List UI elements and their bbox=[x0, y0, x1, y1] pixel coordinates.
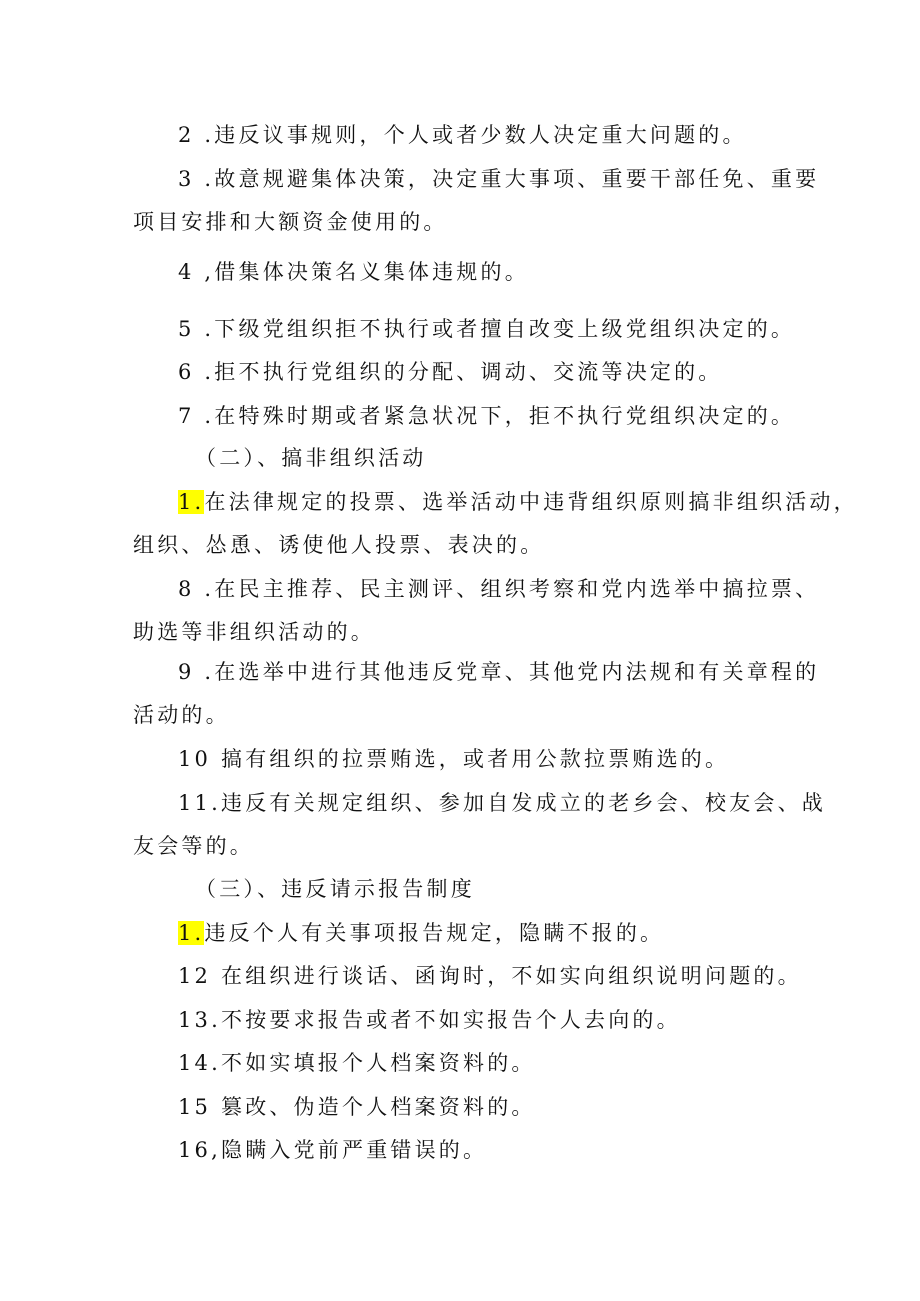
list-item-11: 11.违反有关规定组织、参加自发成立的老乡会、校友会、战 bbox=[178, 791, 826, 815]
section-heading-3: （三）、违反请示报告制度 bbox=[195, 877, 475, 901]
list-item-13: 13.不按要求报告或者不如实报告个人去向的。 bbox=[178, 1008, 681, 1032]
list-item-14: 14.不如实填报个人档案资料的。 bbox=[178, 1051, 536, 1075]
list-item-7: 7 .在特殊时期或者紧急状况下，拒不执行党组织决定的。 bbox=[178, 404, 796, 428]
list-item-9: 9 .在选举中进行其他违反党章、其他党内法规和有关章程的 bbox=[178, 660, 820, 684]
list-item-8-continued: 助选等非组织活动的。 bbox=[133, 620, 375, 644]
list-item-11-continued: 友会等的。 bbox=[133, 834, 254, 858]
list-item-text: 在法律规定的投票、选举活动中违背组织原则搞非组织活动， bbox=[204, 490, 858, 514]
list-item-3-continued: 项目安排和大额资金使用的。 bbox=[133, 210, 448, 234]
highlighted-number: 1. bbox=[178, 921, 205, 945]
list-item-2: 2 .违反议事规则，个人或者少数人决定重大问题的。 bbox=[178, 123, 747, 147]
list-item-12: 12 在组织进行谈话、函询时，不如实向组织说明问题的。 bbox=[178, 964, 802, 988]
list-item-15: 15 篡改、伪造个人档案资料的。 bbox=[178, 1095, 536, 1119]
list-item-10: 10 搞有组织的拉票贿选，或者用公款拉票贿选的。 bbox=[178, 747, 730, 771]
list-item-highlighted-1b bbox=[178, 918, 664, 948]
list-item-highlighted-1-continued: 组织、怂恿、诱使他人投票、表决的。 bbox=[133, 533, 545, 557]
list-item-4: 4 ,借集体决策名义集体违规的。 bbox=[178, 260, 529, 284]
list-item-6: 6 .拒不执行党组织的分配、调动、交流等决定的。 bbox=[178, 360, 723, 384]
section-heading-2: （二）、搞非组织活动 bbox=[195, 446, 427, 470]
list-item-9-continued: 活动的。 bbox=[133, 703, 230, 727]
list-item-text: 违反个人有关事项报告规定，隐瞒不报的。 bbox=[204, 921, 665, 945]
highlighted-number: 1. bbox=[178, 490, 205, 514]
list-item-3: 3 .故意规避集体决策，决定重大事项、重要干部任免、重要 bbox=[178, 167, 820, 191]
list-item-16: 16,隐瞒入党前严重错误的。 bbox=[178, 1138, 488, 1162]
list-item-5: 5 .下级党组织拒不执行或者擅自改变上级党组织决定的。 bbox=[178, 317, 796, 341]
list-item-8: 8 .在民主推荐、民主测评、组织考察和党内选举中搞拉票、 bbox=[178, 577, 820, 601]
list-item-highlighted-1 bbox=[178, 487, 858, 517]
